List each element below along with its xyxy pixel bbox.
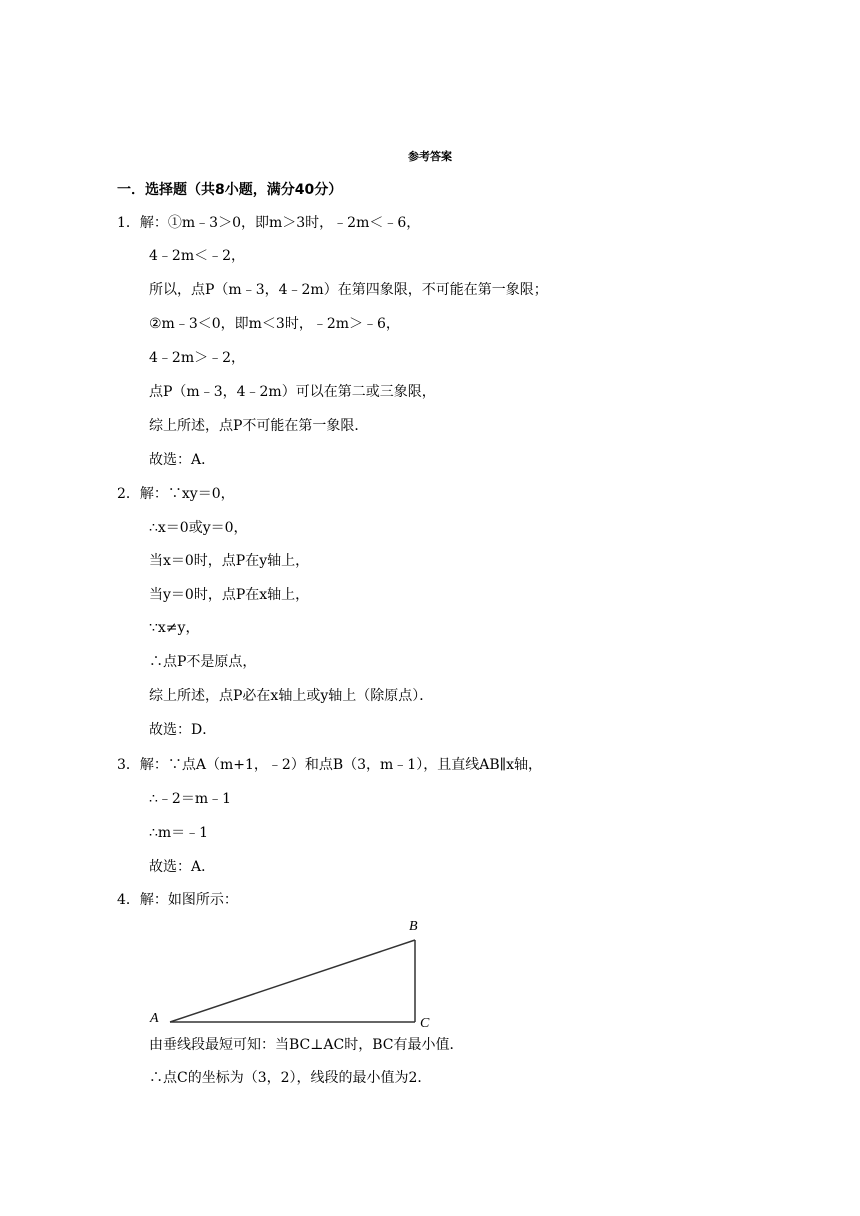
label-c: C bbox=[420, 1016, 430, 1031]
q1-line-3: 所以，点P（m﹣3，4﹣2m）在第四象限，不可能在第一象限； bbox=[149, 282, 548, 298]
page-title: 参考答案 bbox=[408, 150, 452, 163]
q1-line-6: 点P（m﹣3，4﹣2m）可以在第二或三象限， bbox=[149, 384, 436, 400]
q4-line-2: 由垂线段最短可知：当BC⊥AC时，BC有最小值． bbox=[149, 1037, 464, 1053]
q1-line-8: 故选：A． bbox=[149, 452, 216, 468]
q2-line-1: 2．解：∵xy＝0， bbox=[117, 486, 235, 502]
q2-line-5: ∵x≠y， bbox=[149, 620, 200, 636]
q3-line-3: ∴m＝﹣1 bbox=[149, 825, 209, 841]
q2-line-7: 综上所述，点P必在x轴上或y轴上（除原点）． bbox=[149, 688, 434, 704]
q3-line-2: ∴﹣2＝m﹣1 bbox=[149, 791, 231, 807]
section-heading: 一．选择题（共8小题，满分40分） bbox=[117, 182, 343, 198]
q1-line-1: 1．解：①m﹣3＞0，即m＞3时，﹣2m＜﹣6， bbox=[117, 215, 421, 231]
q1-line-2: 4﹣2m＜﹣2， bbox=[149, 248, 245, 264]
label-a: A bbox=[150, 1011, 159, 1026]
q3-line-1: 3．解：∵点A（m+1，﹣2）和点B（3，m﹣1），且直线AB∥x轴， bbox=[117, 757, 542, 773]
q2-line-3: 当x＝0时，点P在y轴上， bbox=[149, 553, 310, 569]
q4-line-3: ∴点C的坐标为（3，2），线段的最小值为2． bbox=[149, 1070, 432, 1086]
q2-line-2: ∴x＝0或y＝0， bbox=[149, 520, 248, 536]
q2-line-4: 当y＝0时，点P在x轴上， bbox=[149, 587, 310, 603]
label-b: B bbox=[409, 919, 418, 934]
q2-line-8: 故选：D． bbox=[149, 722, 217, 738]
q1-line-5: 4﹣2m＞﹣2， bbox=[149, 350, 245, 366]
triangle-figure bbox=[145, 912, 445, 1032]
q3-line-4: 故选：A． bbox=[149, 859, 216, 875]
q1-line-4: ②m﹣3＜0，即m＜3时，﹣2m＞﹣6， bbox=[149, 316, 400, 332]
q1-line-7: 综上所述，点P不可能在第一象限． bbox=[149, 418, 369, 434]
q2-line-6: ∴点P不是原点， bbox=[149, 654, 257, 670]
segment-ab bbox=[170, 940, 415, 1022]
q4-line-1: 4．解：如图所示： bbox=[117, 892, 238, 908]
